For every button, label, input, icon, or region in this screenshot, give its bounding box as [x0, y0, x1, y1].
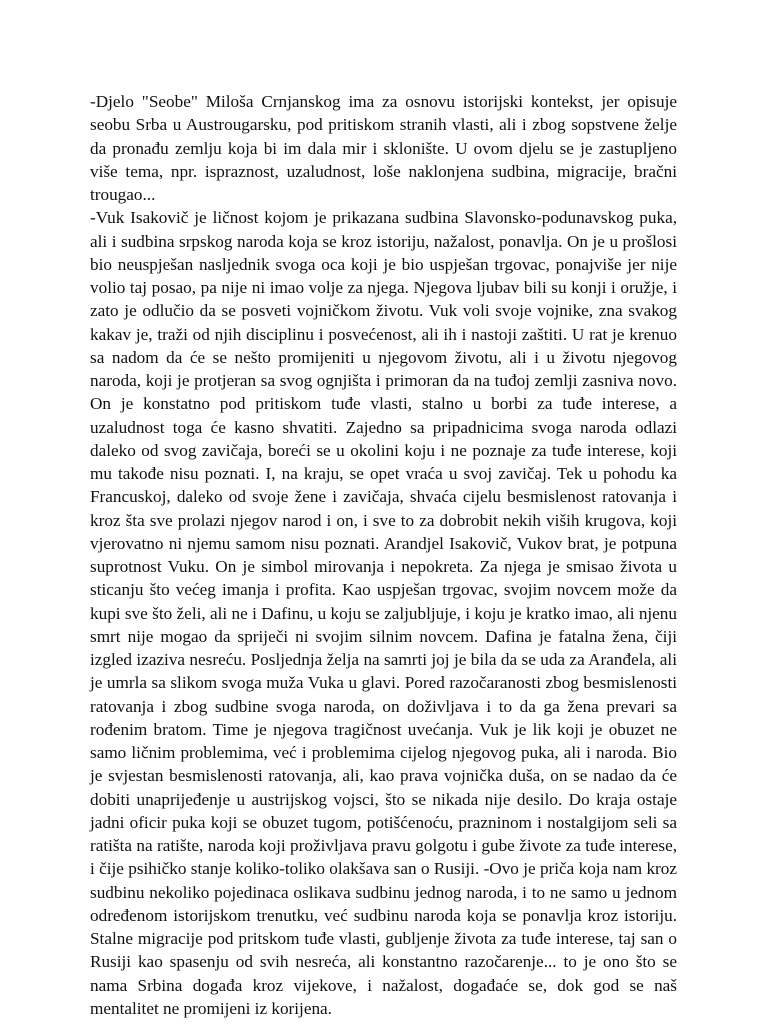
- document-body: [90, 90, 677, 1020]
- paragraph-analysis: -Vuk Isakovič je ličnost kojom je prikazana sudbina Slavonsko-podunavskog puka, ali i sudbina srpskog naroda koja se kroz istoriju, nažalost, ponavlja. On je u prošlosi bio neuspješan nasljednik svoga oca koji je bio uspješan trgovac, ponajviše jer nije volio taj posao, pa nije ni imao volje za njega. Njegova ljubav bili su konji i oružje, i zato je odlučio da se posveti vojničkom životu. Vuk voli svoje vojnike, zna svakog kakav je, traži od njih disciplinu i posvećenost, ali ih i nastoji zaštiti. U rat je krenuo sa nadom da će se nešto promijeniti u njegovom životu, ali i u životu njegovog naroda, koji je protjeran sa svog ognjišta i primoran da na tuđoj zemlji zasniva novo. On je konstatno pod pritiskom tuđe vlasti, stalno u borbi za tuđe interese, a uzaludnost toga će kasno shvatiti. Zajedno sa pripadnicima svoga naroda odlazi daleko od svog zavičaja, boreći se u okolini koju i ne poznaje za tuđe interese, koji mu takođe nisu poznati. I, na kraju, se opet vraća u svoj zavičaj. Tek u pohodu ka Francuskoj, daleko od svoje žene i zavičaja, shvaća cijelu besmislenost ratovanja i kroz šta sve prolazi njegov narod i on, i sve to za dobrobit nekih viših krugova, koji vjerovatno ni njemu samom nisu poznati. Arandjel Isakovič, Vukov brat, je potpuna suprotnost Vuku. On je simbol mirovanja i nepokreta. Za njega je smisao života u sticanju što većeg imanja i profita. Kao uspješan trgovac, svojim novcem može da kupi sve što želi, ali ne i Dafinu, u koju se zaljubljuje, i koju je kratko imao, ali njenu smrt nije mogao da spriječi ni svojim silnim novcem. Dafina je fatalna žena, čiji izgled izaziva nesreću. Posljednja želja na samrti joj je bila da se uda za Aranđela, ali je umrla sa slikom svoga muža Vuka u glavi. Pored razočaranosti zbog besmislenosti ratovanja i zbog sudbine svoga naroda, on doživljava i to da ga žena prevari sa rođenim bratom. Time je njegova tragičnost uvećanja. Vuk je lik koji je obuzet ne samo ličnim problemima, već i problemima cijelog njegovog puka, ali i naroda. Bio je svjestan besmislenosti ratovanja, ali, kao prava vojnička duša, on se nadao da će dobiti unaprijeđenje u austrijskog vojsci, što se nikada nije desilo. Do kraja ostaje jadni oficir puka koji se obuzet tugom, potišćenoću, prazninom i nostalgijom seli sa ratišta na ratište, naroda koji proživljava pravu golgotu i gube živote za tuđe interese, i čije psihičko stanje koliko-toliko olakšava san o Rusiji. -Ovo je priča koja nam kroz sudbinu nekoliko pojedinaca oslikava sudbinu jednog naroda, i to ne samo u jednom određenom istorijskom trenutku, već sudbinu naroda koja se ponavlja kroz istoriju. Stalne migracije pod pritskom tuđe vlasti, gubljenje života za tuđe interese, taj san o Rusiji kao spasenju od svih nesreća, ali konstantno razočarenje... to je ono što se nama Srbina događa kroz vijekove, i nažalost, događaće se, dok god se naš mentalitet ne promijeni iz korijena.: [90, 208, 677, 1018]
- paragraph-intro: -Djelo "Seobe" Miloša Crnjanskog ima za osnovu istorijski kontekst, jer opisuje seobu Srba u Austrougarsku, pod pritiskom stranih vlasti, ali i zbog sopstvene želje da pronađu zemlju koja bi im dala mir i sklonište. U ovom djelu se je zastupljeno više tema, npr. ispraznost, uzaludnost, loše naklonjena sudbina, migracije, bračni trougao...: [90, 92, 677, 204]
